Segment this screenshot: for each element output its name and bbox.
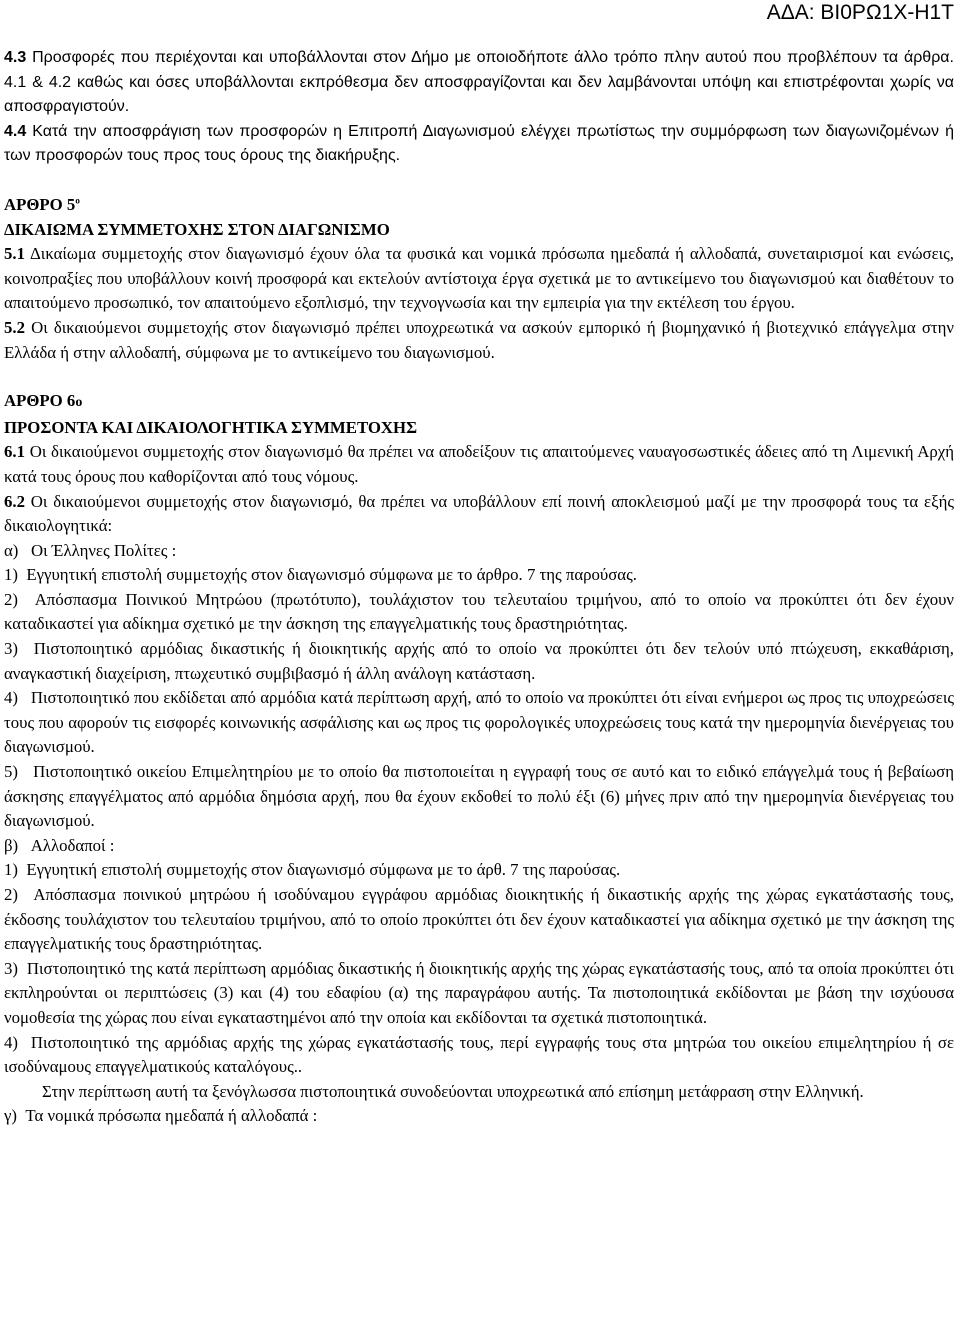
paragraph-text: Οι δικαιούμενοι συμμετοχής στον διαγωνισμό θα πρέπει να αποδείξουν τις απαιτούμενες ναυαγοσωστικές άδειες από τη Λιμενική Αρχή κατά τους όρους που καθορίζονται από τους νόμους. (4, 442, 954, 486)
paragraph-4-4 (4, 120, 954, 169)
paragraph-5-1 (4, 242, 954, 316)
paragraph-number: 6.2 (4, 491, 25, 511)
article-5-heading (4, 193, 954, 218)
spacer (4, 169, 954, 193)
document-page (4, 46, 954, 1129)
translation-note: Στην περίπτωση αυτή τα ξενόγλωσσα πιστοποιητικά συνοδεύονται υποχρεωτικά από επίσημη μετάφραση στην Ελληνική. (42, 1081, 864, 1101)
paragraph-number: 5.2 (4, 317, 25, 337)
list-item: 3) Πιστοποιητικό αρμόδιας δικαστικής ή διοικητικής αρχής από το οποίο να προκύπτει ότι δεν τελούν υπό πτώχευση, εκκαθάριση, αναγκαστική διαχείριση, πτωχευτικό συμβιβασμό ή άλλη ανάλογη κατάσταση. (4, 639, 954, 683)
ada-code: ΑΔΑ: ΒΙ0ΡΩ1Χ-Η1Τ (766, 1, 954, 24)
list-a-label: α) Οι Έλληνες Πολίτες : (4, 540, 177, 560)
list-item: 2) Απόσπασμα ποινικού μητρώου ή ισοδύναμου εγγράφου αρμόδιας διοικητικής ή δικαστικής αρχής της χώρας εγκατάστασής τους, έκδοσης τουλάχιστον του τελευταίου τριμήνου, από το οποίο προκύπτει ότι δεν έχουν καταδικαστεί για αδίκημα σχετικό με την άσκηση της επαγγελματικής τους δραστηριότητας. (4, 885, 954, 954)
paragraph-number: 6.1 (4, 442, 25, 462)
heading-text: ΑΡΘΡΟ 6 (4, 391, 76, 411)
paragraph-4-3 (4, 46, 954, 120)
list-item: 1) Εγγυητική επιστολή συμμετοχής στον διαγωνισμό σύμφωνα με το άρθ. 7 της παρούσας. (4, 860, 621, 880)
paragraph-number: 4.3 (4, 49, 27, 66)
paragraph-text: Οι δικαιούμενοι συμμετοχής στον διαγωνισμό πρέπει υποχρεωτικά να ασκούν εμπορικό ή βιομηχανικό ή βιοτεχνικό επάγγελμα στην Ελλάδα ή στην αλλοδαπή, σύμφωνα με το αντικείμενο του διαγωνισμού. (4, 317, 954, 362)
list-item: 4) Πιστοποιητικό της αρμόδιας αρχής της χώρας εγκατάστασής τους, περί εγγραφής τους στα μητρώα του οικείου επιμελητηρίου ή σε ισοδύναμους επαγγελματικούς καταλόγους.. (4, 1032, 954, 1077)
heading-ordinal: ο (75, 195, 80, 206)
heading-ordinal: ο (75, 395, 83, 411)
paragraph-number: 4.4 (4, 122, 27, 140)
list-b-label: β) Αλλοδαποί : (4, 835, 115, 855)
paragraph-text: Δικαίωμα συμμετοχής στον διαγωνισμό έχουν όλα τα φυσικά και νομικά πρόσωπα ημεδαπά ή αλλοδαπά, συνεταιρισμοί και ενώσεις, κοινοπραξίες που υποβάλλουν κοινή προσφορά και εκτελούν αντίστοιχα έργα σχετικά με το αντικείμενο του διαγωνισμού και διαθέτουν το απαιτούμενο προσωπικό, τον απαιτούμενο εξοπλισμό, την τεχνογνωσία και την εμπειρία για την εκτέλεση του έργου. (4, 244, 954, 313)
heading-text: ΑΡΘΡΟ 5 (4, 194, 76, 214)
paragraph-6-2 (4, 490, 954, 539)
article-6-title: ΠΡΟΣΟΝΤΑ ΚΑΙ ΔΙΚΑΙΟΛΟΓΗΤΙΚΑ ΣΥΜΜΕΤΟΧΗΣ (4, 417, 418, 437)
list-item: 2) Απόσπασμα Ποινικού Μητρώου (πρωτότυπο), τουλάχιστον του τελευταίου τριμήνου, από το οποίο να προκύπτει ότι δεν έχουν καταδικαστεί για αδίκημα σχετικό με την άσκηση της επαγγελματικής τους δραστηριότητας. (4, 589, 954, 634)
paragraph-text: Οι δικαιούμενοι συμμετοχής στον διαγωνισμό, θα πρέπει να υποβάλλουν επί ποινή αποκλεισμού μαζί με την προσφορά τους τα εξής δικαιολογητικά: (4, 491, 954, 536)
paragraph-number: 5.1 (4, 244, 25, 264)
list-item: 4) Πιστοποιητικό που εκδίδεται από αρμόδια κατά περίπτωση αρχή, από το οποίο να προκύπτει ότι είναι ενήμεροι ως προς τις υποχρεώσεις τους που αφορούν τις εισφορές κοινωνικής ασφάλισης και ως προς τις φορολογικές υποχρεώσεις τους κατά την ημερομηνία διενέργειας του διαγωνισμού. (4, 688, 954, 757)
paragraph-text: Προσφορές που περιέχονται και υποβάλλονται στον Δήμο με οποιοδήποτε άλλο τρόπο πλην αυτού που προβλέπουν τα άρθρα. 4.1 & 4.2 καθώς και όσες υποβάλλονται εκπρόθεσμα δεν αποσφραγίζονται και δεν λαμβάνονται υπόψη και επιστρέφονται χωρίς να αποσφραγιστούν. (4, 49, 954, 116)
list-c-label: γ) Τα νομικά πρόσωπα ημεδαπά ή αλλοδαπά : (4, 1106, 318, 1126)
article-6-heading (4, 389, 954, 416)
article-5-title: ΔΙΚΑΙΩΜΑ ΣΥΜΜΕΤΟΧΗΣ ΣΤΟΝ ΔΙΑΓΩΝΙΣΜΟ (4, 219, 390, 239)
spacer (4, 365, 954, 389)
list-item: 5) Πιστοποιητικό οικείου Επιμελητηρίου με το οποίο θα πιστοποιείται η εγγραφή τους σε αυτό και το ειδικό επάγγελμά τους ή βεβαίωση άσκησης επαγγέλματος από αρμόδια δημόσια αρχή, που θα έχουν εκδοθεί το πολύ έξι (6) μήνες πριν από την ημερομηνία διενέργειας του διαγωνισμού. (4, 762, 954, 831)
list-item: 3) Πιστοποιητικό της κατά περίπτωση αρμόδιας δικαστικής ή διοικητικής αρχής της χώρας εγκατάστασής τους, από τα οποία προκύπτει ότι εκπληρούνται οι περιπτώσεις (3) και (4) του εδαφίου (α) της παραγράφου αυτής. Τα πιστοποιητικά εκδίδονται με βάση την ισχύουσα νομοθεσία της χώρας που είναι εγκαταστημένοι από την οποία και εκδίδονται τα σχετικά πιστοποιητικά. (4, 958, 954, 1027)
paragraph-text: Κατά την αποσφράγιση των προσφορών η Επιτροπή Διαγωνισμού ελέγχει πρωτίστως την συμμόρφωση των διαγωνιζομένων ή των προσφορών τους προς τους όρους της διακήρυξης. (4, 122, 954, 165)
paragraph-6-1 (4, 440, 954, 489)
paragraph-5-2 (4, 316, 954, 365)
list-item: 1) Εγγυητική επιστολή συμμετοχής στον διαγωνισμό σύμφωνα με το άρθρο. 7 της παρούσας. (4, 565, 637, 585)
